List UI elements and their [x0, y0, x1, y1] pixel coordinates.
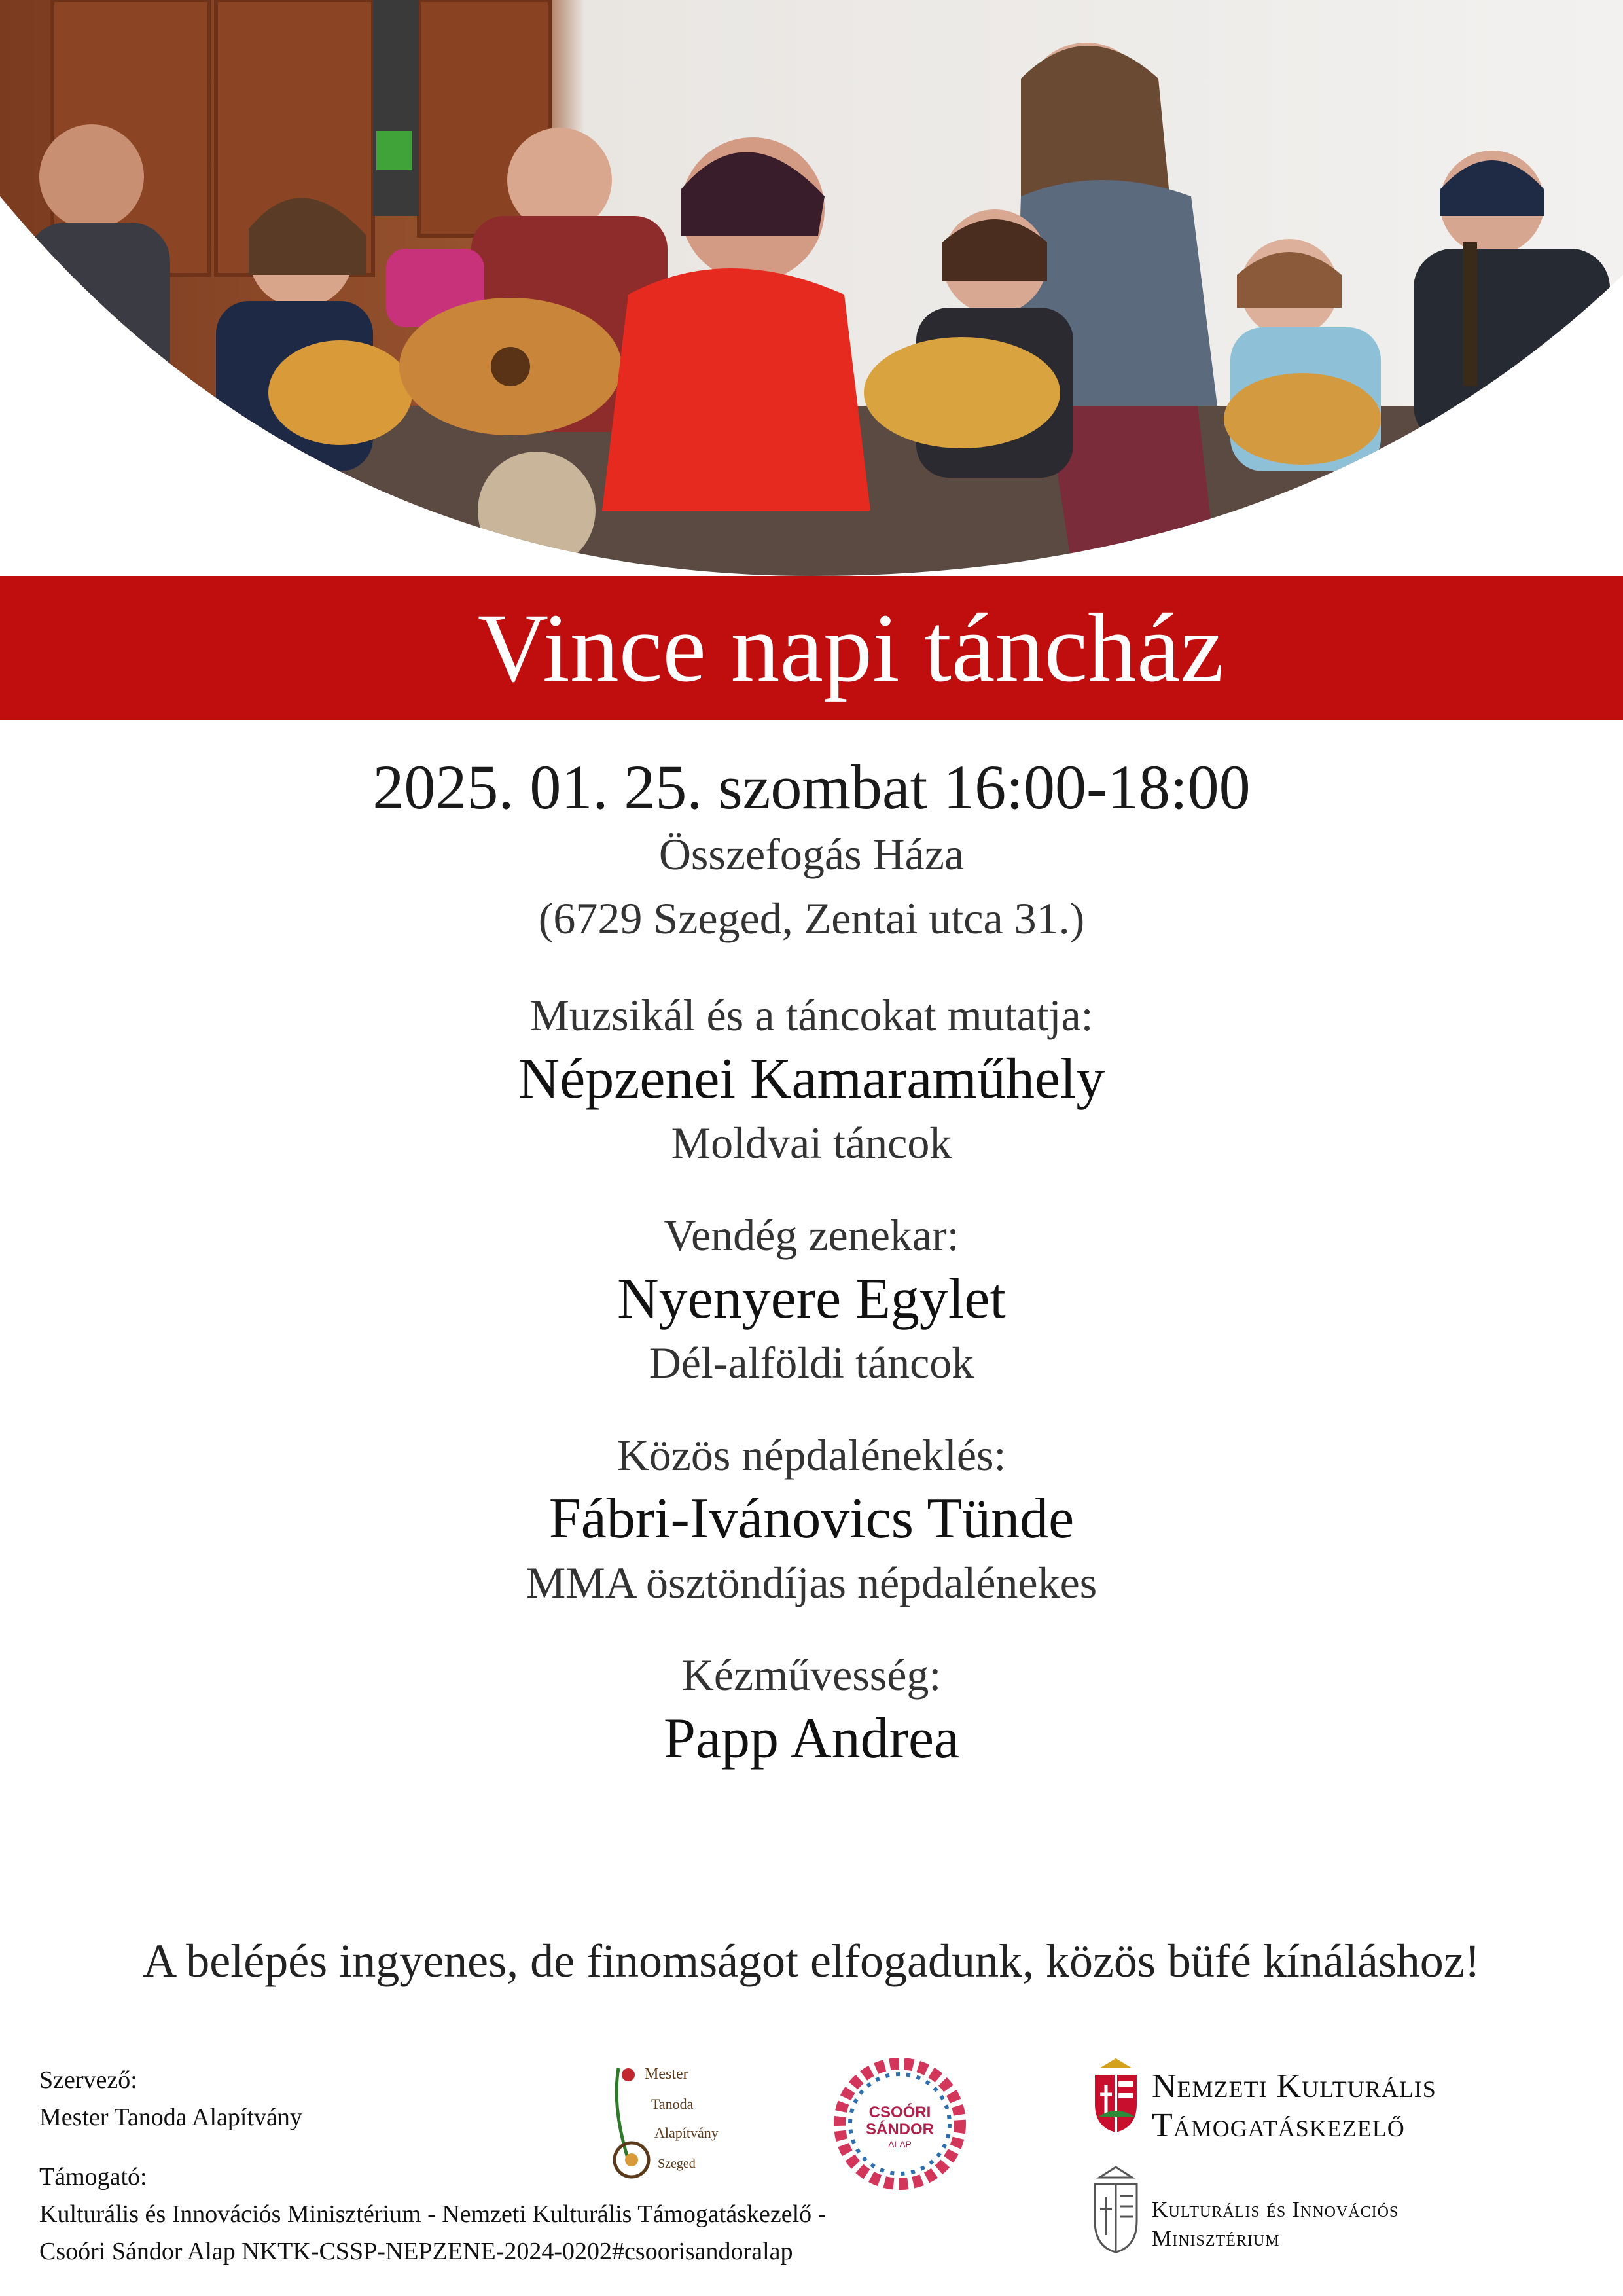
alap-word: ALAP: [888, 2139, 912, 2149]
kim-logo-text: [1152, 2196, 1399, 2253]
csoori-sandor-logo: [828, 2052, 972, 2196]
section-crafts: [0, 1647, 1623, 1775]
nkt-line-1: Nemzeti Kulturális: [1152, 2068, 1436, 2105]
section-label: Vendég zenekar:: [664, 1210, 959, 1260]
musicians-photo: [0, 0, 1623, 576]
logo-szeged-word: Szeged: [658, 2157, 696, 2171]
organizer-label: Szervező:: [39, 2066, 137, 2094]
nkt-line-2: Támogatáskezelő: [1152, 2106, 1405, 2144]
performer-subtitle: Moldvai táncok: [671, 1117, 952, 1168]
performer-name: Fábri-Ivánovics Tünde: [548, 1486, 1075, 1551]
section-singing: [0, 1427, 1623, 1611]
section-label: Közös népdaléneklés:: [616, 1429, 1007, 1480]
kim-line-1: Kulturális és Innovációs: [1152, 2198, 1399, 2222]
csoori-word: CSOÓRI: [868, 2104, 931, 2121]
event-title: Vince napi táncház: [477, 594, 1224, 702]
header-photo: [0, 0, 1623, 576]
sandor-word: SÁNDOR: [865, 2121, 935, 2138]
performer-subtitle: Dél-alföldi táncok: [649, 1337, 974, 1388]
event-details: [0, 726, 1623, 1775]
logo-alapitvany-word: Alapítvány: [654, 2125, 719, 2141]
kim-line-2: Minisztérium: [1152, 2227, 1280, 2251]
logo-mester-word: Mester: [645, 2066, 688, 2083]
section-guest-band: [0, 1208, 1623, 1391]
title-banner: [0, 576, 1623, 720]
hungarian-crest-icon: [1090, 2055, 1142, 2134]
nkt-logo-text: [1152, 2067, 1436, 2145]
venue-name: Összefogás Háza: [658, 829, 965, 879]
venue-address: (6729 Szeged, Zentai utca 31.): [538, 893, 1085, 944]
supporter-label: Támogató:: [39, 2163, 147, 2191]
ministry-crest-icon: [1090, 2163, 1142, 2255]
section-main-performer: [0, 988, 1623, 1171]
section-label: Kézművesség:: [681, 1649, 942, 1700]
performer-subtitle: MMA ösztöndíjas népdalénekes: [526, 1557, 1097, 1607]
mester-tanoda-logo: [592, 2055, 749, 2186]
organizer-name: Mester Tanoda Alapítvány: [39, 2104, 302, 2131]
performer-name: Papp Andrea: [663, 1706, 960, 1770]
performer-name: Népzenei Kamaraműhely: [518, 1047, 1105, 1111]
supporter-line-2: Csoóri Sándor Alap NKTK-CSSP-NEPZENE-2024-0202#csoorisandoralap: [39, 2238, 793, 2265]
performer-name: Nyenyere Egylet: [617, 1266, 1006, 1331]
entry-notice: A belépés ingyenes, de finomságot elfogadunk, közös büfé kínáláshoz!: [143, 1935, 1480, 1987]
logo-tanoda-word: Tanoda: [651, 2096, 694, 2112]
event-date: 2025. 01. 25. szombat 16:00-18:00: [372, 752, 1251, 822]
section-label: Muzsikál és a táncokat mutatja:: [529, 990, 1094, 1040]
supporter-line-1: Kulturális és Innovációs Minisztérium - Nemzeti Kulturális Támogatáskezelő -: [39, 2200, 827, 2228]
